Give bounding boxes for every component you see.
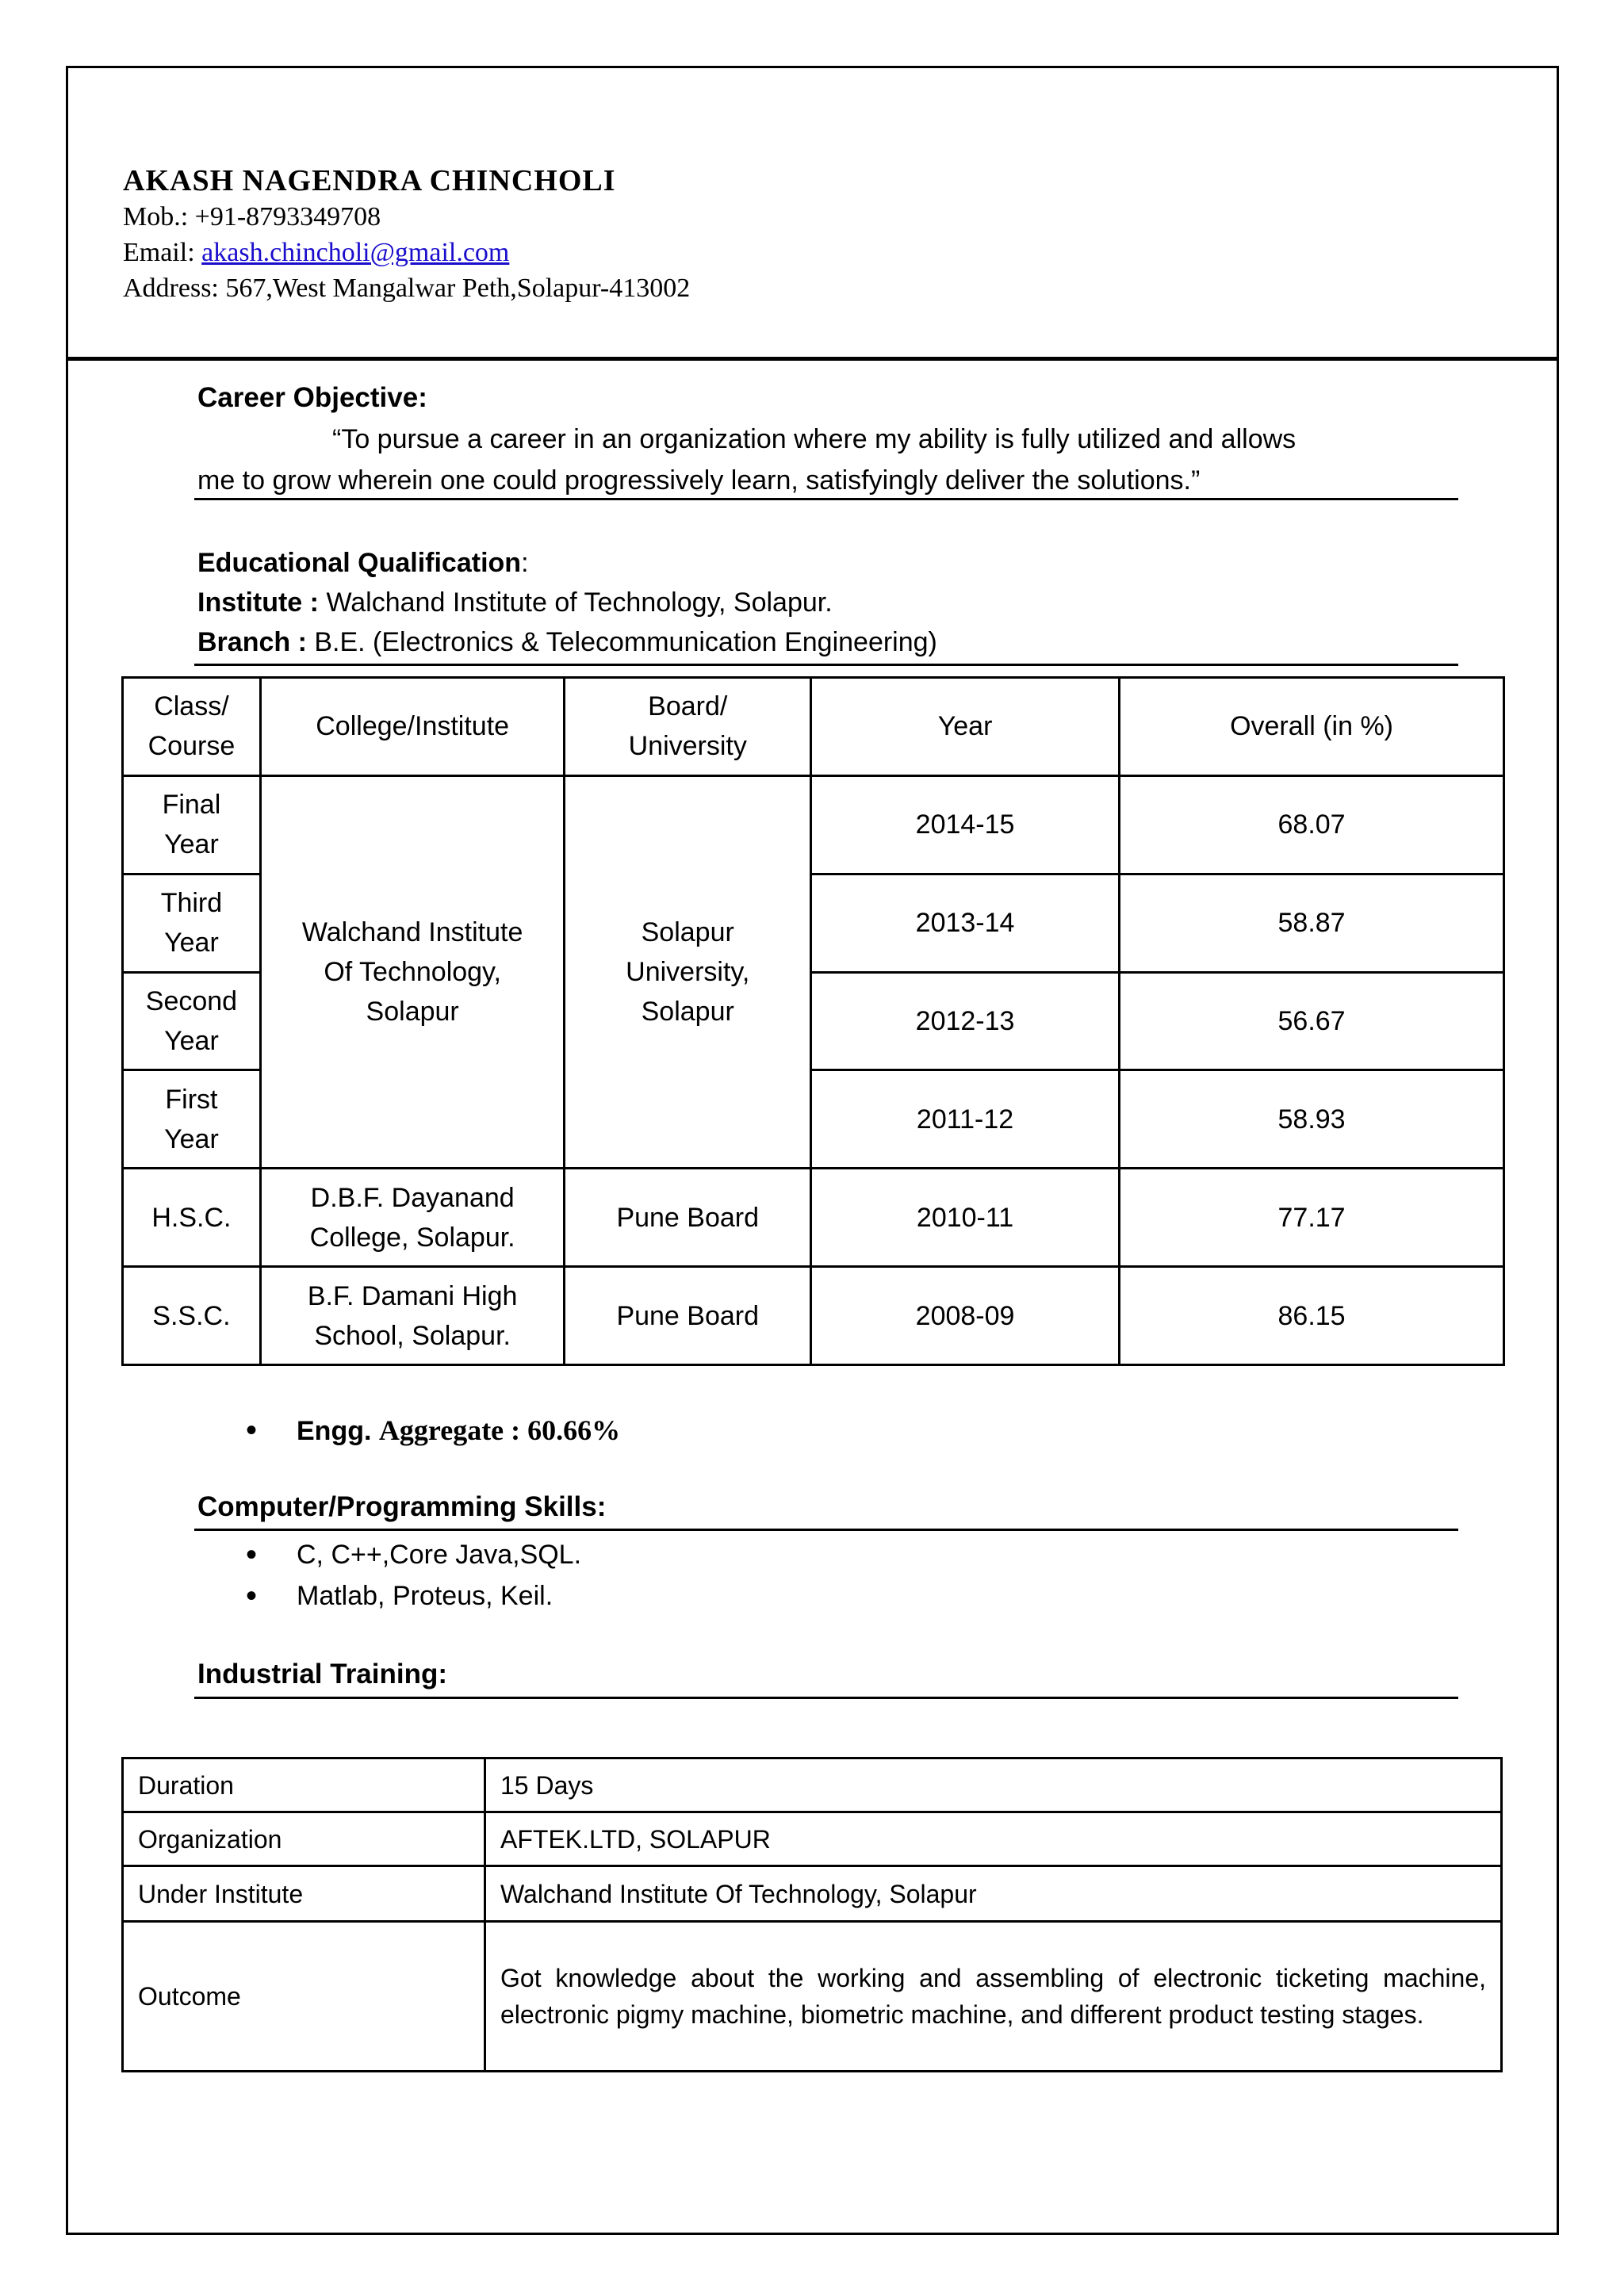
header-overall: Overall (in %) (1120, 678, 1504, 776)
training-divider (194, 1697, 1458, 1699)
training-value: 15 Days (485, 1758, 1502, 1812)
table-row (123, 1267, 1504, 1365)
college-l1: D.B.F. Dayanand (310, 1182, 515, 1213)
course-cell: H.S.C. (123, 1169, 261, 1267)
course-l1: Third (160, 888, 223, 919)
training-table (121, 1757, 1503, 2072)
table-header-row (123, 678, 1504, 776)
overall-cell: 77.17 (1120, 1169, 1504, 1267)
branch-label: Branch : (197, 627, 315, 657)
email-line (123, 235, 690, 270)
address: Address: 567,West Mangalwar Peth,Solapur-413002 (123, 274, 691, 303)
table-row (123, 775, 1504, 874)
education-divider (194, 664, 1458, 666)
training-key: Outcome (123, 1922, 485, 2072)
aggregate-label: Engg. (297, 1416, 372, 1446)
career-objective-title: Career Objective: (197, 382, 427, 413)
institute-value: Walchand Institute of Technology, Solapur. (326, 587, 833, 618)
be-board-cell (565, 775, 811, 1168)
header-course-l2: Course (147, 731, 236, 762)
email-label: Email: (123, 238, 202, 267)
education-title-colon: : (521, 548, 529, 578)
training-key: Under Institute (123, 1866, 485, 1922)
institute-line (197, 585, 833, 620)
college-l2: College, Solapur. (309, 1222, 515, 1253)
header-board-l1: Board/ (648, 691, 728, 722)
header-college: College/Institute (260, 678, 565, 776)
header-board (565, 678, 811, 776)
overall-cell: 58.93 (1120, 1070, 1504, 1169)
overall-cell: 86.15 (1120, 1267, 1504, 1365)
course-l2: Year (164, 928, 219, 959)
engg-aggregate (246, 1410, 620, 1452)
header-course (123, 678, 261, 776)
objective-line-1: “To pursue a career in an organization where my ability is fully utilized and allows (332, 424, 1297, 454)
list-item: • C, C++,Core Java,SQL. (246, 1534, 581, 1575)
training-key: Organization (123, 1812, 485, 1866)
be-college-l2: Of Technology, (324, 957, 501, 988)
college-l1: B.F. Damani High (307, 1280, 518, 1311)
course-cell (123, 972, 261, 1070)
course-cell (123, 874, 261, 972)
skills-list (246, 1534, 581, 1617)
overall-cell: 56.67 (1120, 972, 1504, 1070)
list-item: • Matlab, Proteus, Keil. (246, 1575, 581, 1617)
branch-value: B.E. (Electronics & Telecommunication Engineering) (314, 627, 937, 657)
year-cell: 2014-15 (811, 775, 1120, 874)
year-cell: 2008-09 (811, 1267, 1120, 1365)
resume-header (123, 163, 690, 306)
header-year: Year (811, 678, 1120, 776)
overall-cell: 58.87 (1120, 874, 1504, 972)
training-value: Walchand Institute Of Technology, Solapur (485, 1866, 1502, 1922)
board-cell: Pune Board (565, 1169, 811, 1267)
college-cell (260, 1169, 565, 1267)
objective-line-2: me to grow wherein one could progressively learn, satisfyingly deliver the solutions.” (197, 465, 1201, 496)
career-divider (194, 498, 1458, 500)
course-l1: Final (162, 790, 221, 821)
be-college-l1: Walchand Institute (301, 917, 523, 948)
table-row (123, 1866, 1502, 1922)
course-l1: First (165, 1084, 218, 1115)
course-cell (123, 775, 261, 874)
branch-line (197, 625, 937, 660)
training-title: Industrial Training: (197, 1659, 448, 1689)
training-value: AFTEK.LTD, SOLAPUR (485, 1812, 1502, 1866)
be-board-l1: Solapur (641, 917, 734, 948)
header-board-l2: University (628, 731, 747, 762)
be-college-cell (260, 775, 565, 1168)
header-course-l1: Class/ (154, 691, 229, 722)
skills-divider (194, 1529, 1458, 1531)
table-row (123, 1758, 1502, 1812)
education-title-text: Educational Qualification (197, 548, 522, 578)
candidate-name: AKASH NAGENDRA CHINCHOLI (123, 164, 616, 197)
college-cell (260, 1267, 565, 1365)
course-l2: Year (164, 1025, 219, 1056)
education-title (197, 545, 529, 580)
course-l2: Year (164, 829, 219, 860)
header-divider (68, 357, 1557, 361)
education-table (121, 676, 1505, 1366)
email-link[interactable]: akash.chincholi@gmail.com (201, 238, 510, 267)
mobile-number: Mob.: +91-8793349708 (123, 202, 381, 232)
course-cell: S.S.C. (123, 1267, 261, 1365)
aggregate-value: Aggregate : 60.66% (378, 1414, 621, 1446)
skills-title: Computer/Programming Skills: (197, 1491, 607, 1522)
training-key: Duration (123, 1758, 485, 1812)
career-objective-text (197, 419, 1434, 501)
table-row (123, 1812, 1502, 1866)
course-l1: Second (145, 985, 238, 1016)
college-l2: School, Solapur. (314, 1320, 511, 1351)
year-cell: 2010-11 (811, 1169, 1120, 1267)
be-board-l2: University, (626, 957, 750, 988)
year-cell: 2011-12 (811, 1070, 1120, 1169)
table-row (123, 1169, 1504, 1267)
year-cell: 2013-14 (811, 874, 1120, 972)
be-college-l3: Solapur (366, 997, 459, 1027)
board-cell: Pune Board (565, 1267, 811, 1365)
course-cell (123, 1070, 261, 1169)
year-cell: 2012-13 (811, 972, 1120, 1070)
be-board-l3: Solapur (641, 997, 734, 1027)
table-row (123, 1922, 1502, 2072)
course-l2: Year (164, 1123, 219, 1154)
institute-label: Institute : (197, 587, 327, 618)
training-value: Got knowledge about the working and assembling of electronic ticketing machine, electronic pigmy machine, biometric machine, and different product testing stages. (485, 1922, 1502, 2072)
overall-cell: 68.07 (1120, 775, 1504, 874)
